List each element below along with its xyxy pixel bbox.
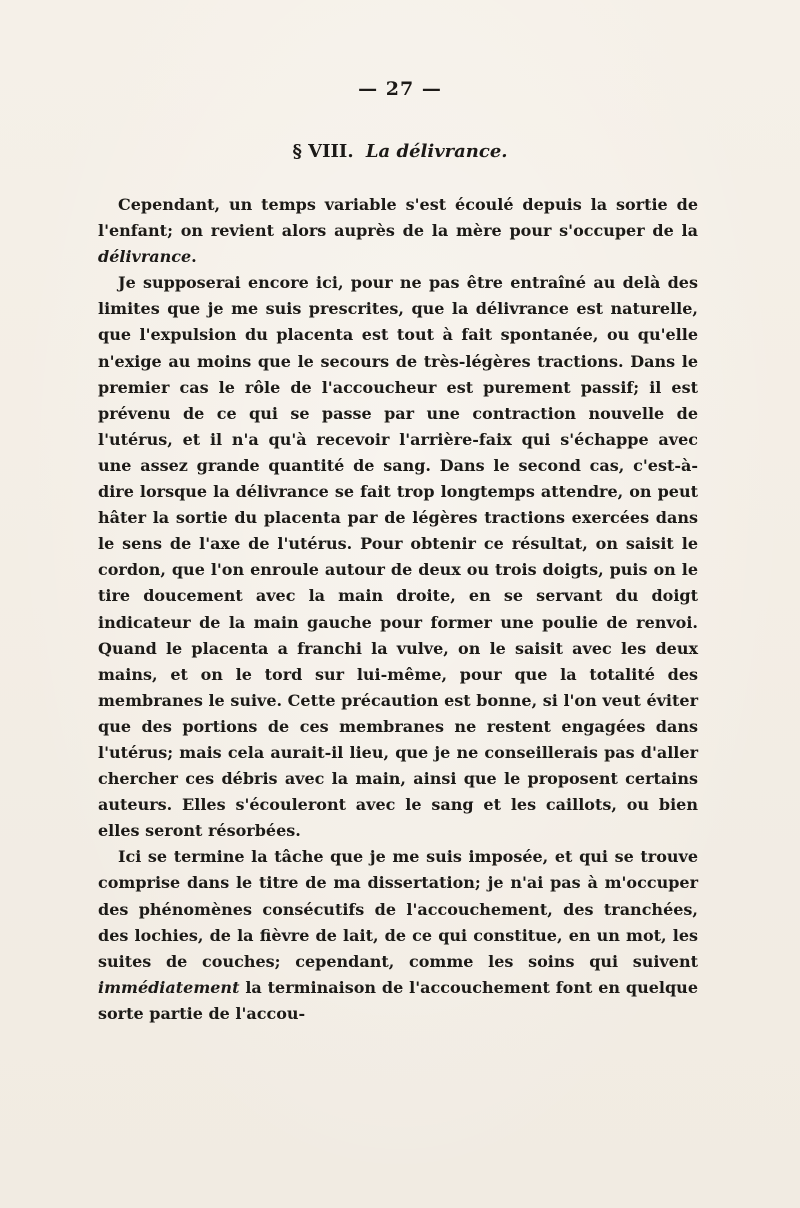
paragraph-3: Ici se termine la tâche que je me suis imposée, et qui se trouve comprise dans le titre de ma dissertation; je n'ai pas à m'occuper des phénomènes consécutifs de l'accouchement, des tranchées, des lochies, de la fièvre de lait, de ce qui constitue, en un mot, les suites de couches; cependant, comme les soins qui suivent immédiatement la terminaison de l'accouchement font en quelque sorte partie de l'accou-: [98, 847, 698, 1023]
section-number: § VIII.: [292, 141, 354, 162]
page-number: — 27 —: [358, 78, 442, 100]
body-text: [98, 192, 698, 1027]
section-heading: [0, 141, 800, 162]
paragraph-1: Cependant, un temps variable s'est écoulé depuis la sortie de l'enfant; on revient alors auprès de la mère pour s'occuper de la délivrance.: [98, 195, 698, 267]
paragraph-2: Je supposerai encore ici, pour ne pas être entraîné au delà des limites que je me suis prescrites, que la délivrance est naturelle, que l'expulsion du placenta est tout à fait spontanée, ou qu'elle n'exige au moins que le secours de très-légères tractions. Dans le premier cas le rôle de l'accoucheur est purement passif; il est prévenu de ce qui se passe par une contraction nouvelle de l'utérus, et il n'a qu'à recevoir l'arrière-faix qui s'échappe avec une assez grande quantité de sang. Dans le second cas, c'est-à-dire lorsque la délivrance se fait trop longtemps attendre, on peut hâter la sortie du placenta par de légères tractions exercées dans le sens de l'axe de l'utérus. Pour obtenir ce résultat, on saisit le cordon, que l'on enroule autour de deux ou trois doigts, puis on le tire doucement avec la main droite, en se servant du doigt indicateur de la main gauche pour former une poulie de renvoi. Quand le placenta a franchi la vulve, on le saisit avec les deux mains, et on le tord sur lui-même, pour que la totalité des membranes le suive. Cette précaution est bonne, si l'on veut éviter que des portions de ces membranes ne restent engagées dans l'utérus; mais cela aurait-il lieu, que je ne conseillerais pas d'aller chercher ces débris avec la main, ainsi que le proposent certains auteurs. Elles s'écouleront avec le sang et les caillots, ou bien elles seront résorbées.: [98, 273, 698, 841]
section-title: La délivrance.: [365, 141, 508, 162]
